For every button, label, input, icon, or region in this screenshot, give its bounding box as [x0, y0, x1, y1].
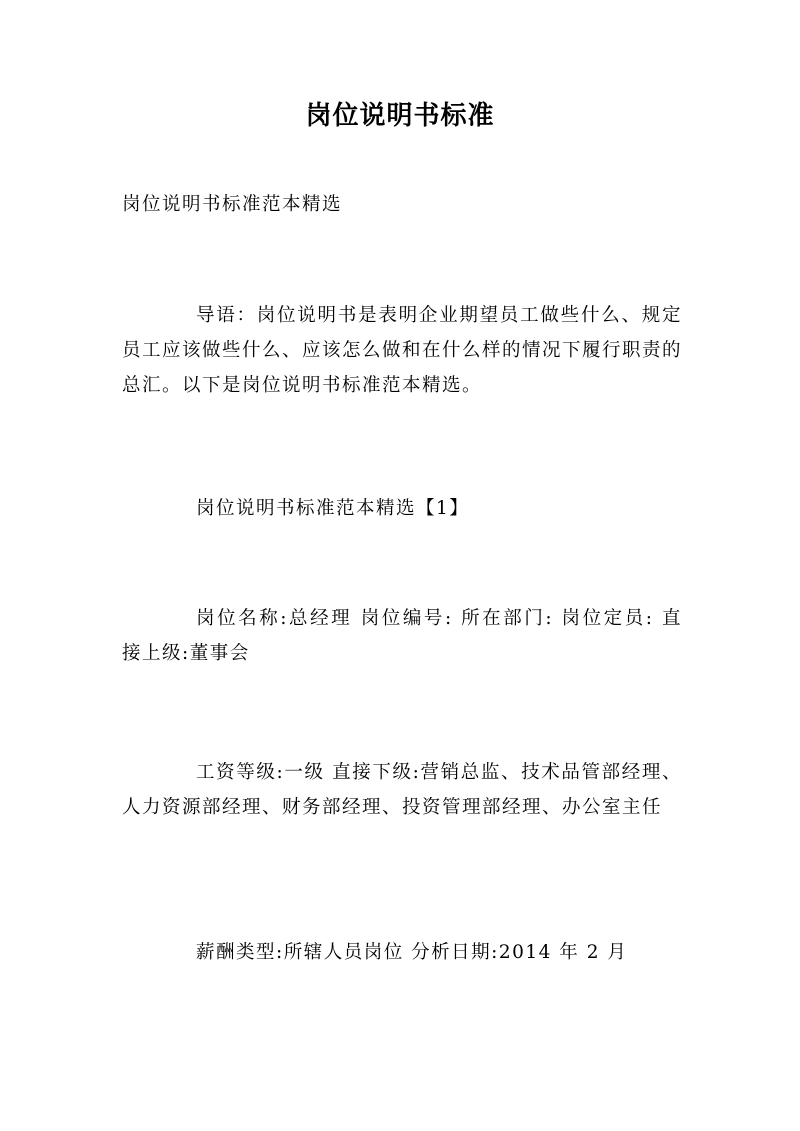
intro-paragraph: 导语：岗位说明书是表明企业期望员工做些什么、规定员工应该做些什么、应该怎么做和在什么样的情况下履行职责的总汇。以下是岗位说明书标准范本精选。 — [122, 305, 683, 396]
position-info-paragraph: 岗位名称:总经理 岗位编号: 所在部门: 岗位定员: 直 接上级:董事会 — [122, 608, 682, 664]
pay-info-paragraph: 薪酬类型:所辖人员岗位 分析日期:2014 年 2 月 — [196, 942, 628, 963]
section-heading: 岗位说明书标准范本精选【1】 — [196, 498, 470, 519]
document-title: 岗位说明书标准 — [305, 101, 495, 131]
salary-info-paragraph: 工资等级:一级 直接下级:营销总监、技术品管部经理、人力资源部经理、财务部经理、投资管理部经理、办公室主任 — [122, 762, 682, 818]
document-subtitle: 岗位说明书标准范本精选 — [122, 194, 343, 215]
